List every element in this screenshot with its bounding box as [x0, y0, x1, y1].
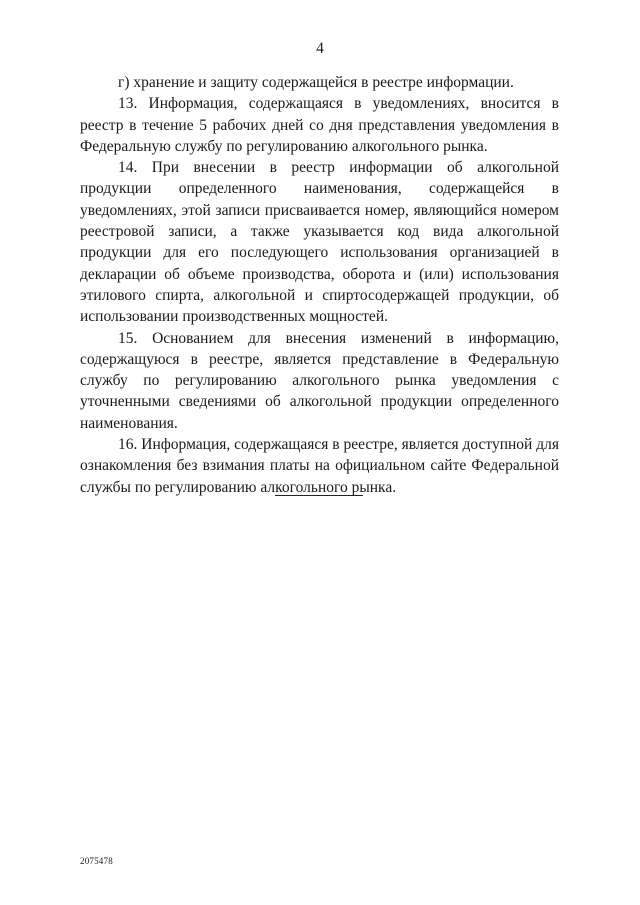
document-code: 2075478: [80, 856, 113, 866]
page-number: 4: [316, 40, 324, 57]
paragraph-16: 16. Информация, содержащаяся в реестре, является доступной для ознакомления без взимания платы на официальном сайте Федеральной службы по регулированию алкогольного рынка.: [80, 436, 559, 496]
paragraph-14: 14. При внесении в реестр информации об алкогольной продукции определенного наименования, содержащейся в уведомлениях, этой записи присваивается номер, являющийся номером реестровой записи, а также указывается код вида алкогольной продукции для его последующего использования организацией в декларации об объеме производства, оборота и (или) использования этилового спирта, алкогольной и спиртосодержащей продукции, об использовании производственных мощностей.: [80, 159, 559, 326]
document-body: [80, 72, 559, 498]
paragraph-15: 15. Основанием для внесения изменений в информацию, содержащуюся в реестре, является представление в Федеральную службу по регулированию алкогольного рынка уведомления с уточненными сведениями об алкогольной продукции определенного наименования.: [80, 329, 559, 432]
paragraph-item-g: г) хранение и защиту содержащейся в реестре информации.: [118, 74, 514, 91]
end-divider: [275, 495, 363, 496]
paragraph-13: 13. Информация, содержащаяся в уведомлениях, вносится в реестр в течение 5 рабочих дней со дня представления уведомления в Федеральную службу по регулированию алкогольного рынка.: [80, 95, 559, 155]
